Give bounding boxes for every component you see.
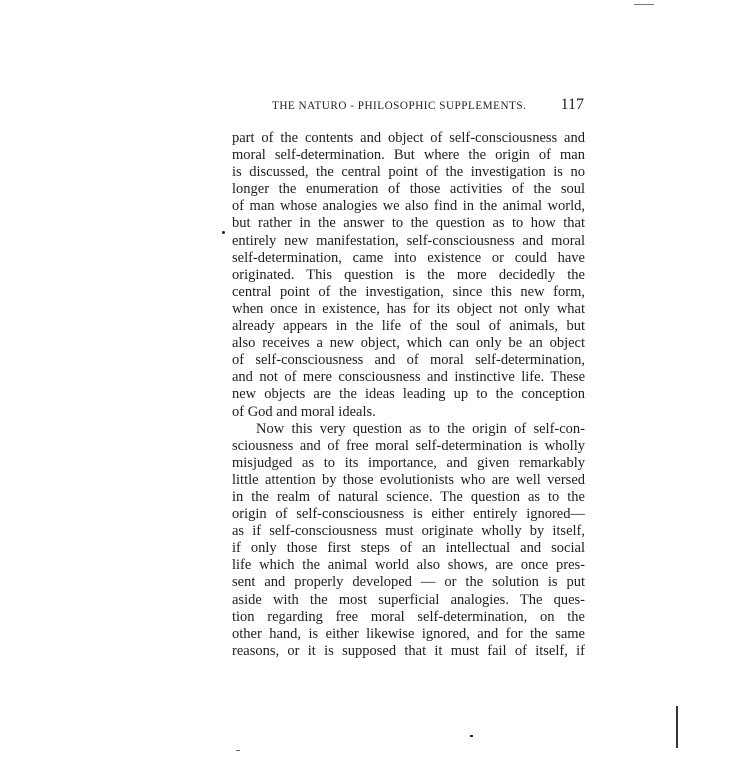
text-line: self-determination, came into existence or could have: [232, 249, 585, 266]
text-line: longer the enumeration of those activities of the soul: [232, 181, 585, 198]
text-line: if only those first steps of an intellectual and social: [232, 540, 585, 557]
text-line: already appears in the life of the soul of animals, but: [232, 318, 585, 335]
text-line: new objects are the ideas leading up to the conception: [232, 386, 585, 403]
scan-edge-mark: [676, 706, 678, 748]
running-title: THE NATURO - PHILOSOPHIC SUPPLEMENTS.: [272, 100, 527, 112]
text-line: aside with the most superficial analogies. The ques-: [232, 591, 585, 608]
text-line: life which the animal world also shows, are once pres-: [232, 557, 585, 574]
text-line: in the realm of natural science. The question as to the: [232, 488, 585, 505]
text-line: also receives a new object, which can only be an object: [232, 335, 585, 352]
text-line: entirely new manifestation, self-consciousness and moral: [232, 232, 585, 249]
text-line: part of the contents and object of self-consciousness and: [232, 130, 585, 146]
paragraph-end-line: of God and moral ideals.: [232, 403, 376, 420]
text-line: of self-consciousness and of moral self-determination,: [232, 352, 585, 369]
text-line: reasons, or it is supposed that it must fail of itself, if: [232, 642, 585, 659]
text-line: origin of self-consciousness is either entirely ignored—: [232, 506, 585, 523]
text-line: of man whose analogies we also find in the animal world,: [232, 198, 585, 215]
text-line: is discussed, the central point of the investigation is no: [232, 164, 585, 181]
text-line: other hand, is either likewise ignored, and for the same: [232, 625, 585, 642]
scan-mark: [236, 750, 240, 751]
text-line: tion regarding free moral self-determination, on the: [232, 608, 585, 625]
text-line: sciousness and of free moral self-determination is wholly: [232, 437, 585, 454]
text-line: central point of the investigation, since this new form,: [232, 283, 585, 300]
text-line: misjudged as to its importance, and given remarkably: [232, 454, 585, 471]
text-line: as if self-consciousness must originate wholly by itself,: [232, 523, 585, 540]
text-line: originated. This question is the more decidedly the: [232, 266, 585, 283]
paragraph-first-line: Now this very question as to the origin of self-con-: [256, 420, 585, 437]
text-line: sent and properly developed — or the solution is put: [232, 574, 585, 591]
text-line: little attention by those evolutionists who are well versed: [232, 471, 585, 488]
text-line: moral self-determination. But where the origin of man: [232, 147, 585, 164]
body-text: [232, 130, 585, 660]
text-line: but rather in the answer to the question as to how that: [232, 215, 585, 232]
text-line: and not of mere consciousness and instinctive life. These: [232, 369, 585, 386]
running-header: [272, 96, 590, 116]
text-line: when once in existence, has for its object not only what: [232, 300, 585, 317]
scan-mark: [222, 231, 225, 234]
scan-mark: [470, 735, 473, 737]
page-number: 117: [560, 96, 584, 113]
scan-mark: [634, 4, 654, 5]
